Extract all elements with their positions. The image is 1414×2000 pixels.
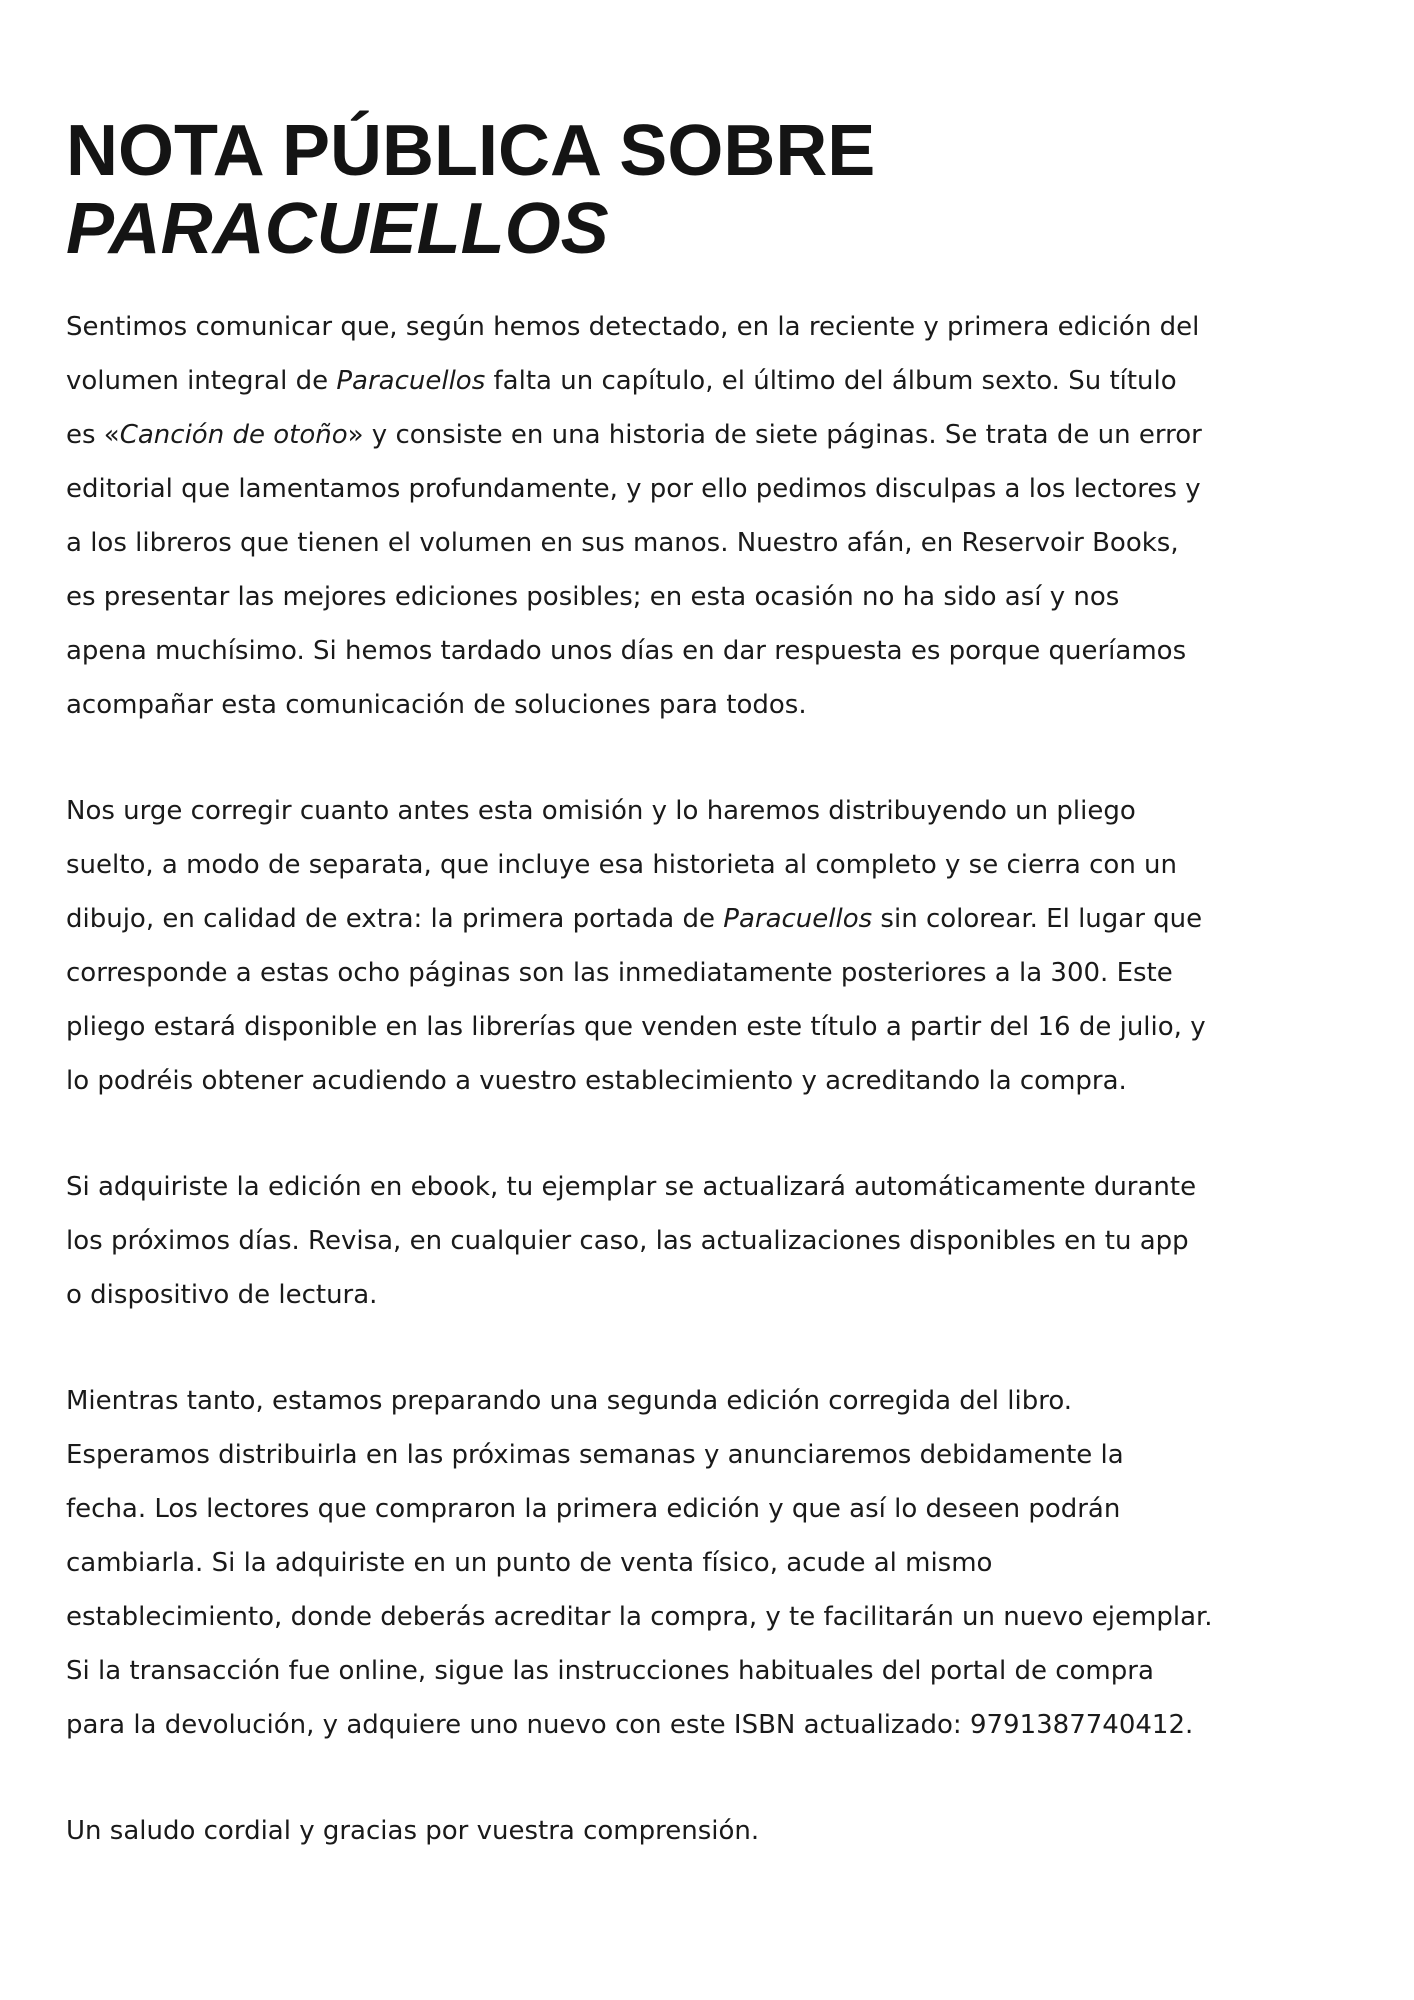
- italic-title: Paracuellos: [336, 366, 486, 396]
- text-segment: a los libreros que tienen el volumen en sus manos. Nuestro afán, en Reservoir Books,: [66, 528, 1179, 558]
- text-line: [66, 516, 1256, 570]
- text-segment: Mientras tanto, estamos preparando una segunda edición corregida del libro.: [66, 1386, 1073, 1416]
- text-segment: dibujo, en calidad de extra: la primera portada de: [66, 904, 724, 934]
- text-segment: volumen integral de: [66, 366, 337, 396]
- text-line: [66, 570, 1256, 624]
- text-segment: es «: [66, 420, 120, 450]
- text-segment: sin colorear. El lugar que: [872, 904, 1203, 934]
- text-segment: editorial que lamentamos profundamente, y por ello pedimos disculpas a los lectores y: [66, 474, 1201, 504]
- text-line: [66, 1644, 1256, 1698]
- text-segment: fecha. Los lectores que compraron la primera edición y que así lo deseen podrán: [66, 1494, 1121, 1524]
- text-line: [66, 1374, 1256, 1428]
- text-line: [66, 946, 1256, 1000]
- document-page: [66, 112, 1256, 1858]
- text-line: [66, 300, 1256, 354]
- text-line: [66, 1428, 1256, 1482]
- text-segment: o dispositivo de lectura.: [66, 1280, 378, 1310]
- page-title: [66, 112, 1256, 268]
- title-line-1: NOTA PÚBLICA SOBRE: [66, 111, 876, 191]
- text-segment: acompañar esta comunicación de soluciones para todos.: [66, 690, 807, 720]
- text-line: [66, 1214, 1256, 1268]
- text-line: [66, 624, 1256, 678]
- text-line: [66, 1698, 1256, 1752]
- italic-title: Canción de otoño: [119, 420, 348, 450]
- text-line: [66, 1590, 1256, 1644]
- text-segment: pliego estará disponible en las librerías que venden este título a partir del 16 de julio, y: [66, 1012, 1206, 1042]
- text-segment: Sentimos comunicar que, según hemos detectado, en la reciente y primera edición del: [66, 312, 1200, 342]
- paragraph-3: [66, 1160, 1256, 1322]
- text-line: [66, 1804, 1256, 1858]
- text-line: [66, 1160, 1256, 1214]
- text-line: [66, 1000, 1256, 1054]
- italic-title: Paracuellos: [723, 904, 873, 934]
- text-line: [66, 1482, 1256, 1536]
- paragraph-5: [66, 1804, 1256, 1858]
- text-line: [66, 1054, 1256, 1108]
- text-segment: lo podréis obtener acudiendo a vuestro establecimiento y acreditando la compra.: [66, 1066, 1127, 1096]
- text-segment: establecimiento, donde deberás acreditar la compra, y te facilitarán un nuevo ejemplar.: [66, 1602, 1213, 1632]
- text-segment: los próximos días. Revisa, en cualquier caso, las actualizaciones disponibles en tu app: [66, 1226, 1189, 1256]
- paragraph-2: [66, 784, 1256, 1108]
- text-segment: Nos urge corregir cuanto antes esta omisión y lo haremos distribuyendo un pliego: [66, 796, 1136, 826]
- text-line: [66, 678, 1256, 732]
- text-segment: suelto, a modo de separata, que incluye esa historieta al completo y se cierra con un: [66, 850, 1178, 880]
- paragraph-4: [66, 1374, 1256, 1752]
- text-segment: para la devolución, y adquiere uno nuevo con este ISBN actualizado: 9791387740412.: [66, 1710, 1194, 1740]
- text-line: [66, 784, 1256, 838]
- text-line: [66, 838, 1256, 892]
- text-segment: Si la transacción fue online, sigue las instrucciones habituales del portal de compra: [66, 1656, 1154, 1686]
- text-line: [66, 354, 1256, 408]
- text-segment: apena muchísimo. Si hemos tardado unos días en dar respuesta es porque queríamos: [66, 636, 1187, 666]
- text-segment: Esperamos distribuirla en las próximas semanas y anunciaremos debidamente la: [66, 1440, 1124, 1470]
- text-segment: Un saludo cordial y gracias por vuestra comprensión.: [66, 1816, 760, 1846]
- title-line-2: PARACUELLOS: [66, 189, 609, 269]
- paragraph-1: [66, 300, 1256, 732]
- text-line: [66, 892, 1256, 946]
- text-segment: » y consiste en una historia de siete páginas. Se trata de un error: [347, 420, 1202, 450]
- body-text: [66, 300, 1256, 1858]
- text-line: [66, 462, 1256, 516]
- text-segment: falta un capítulo, el último del álbum sexto. Su título: [485, 366, 1177, 396]
- text-segment: cambiarla. Si la adquiriste en un punto de venta físico, acude al mismo: [66, 1548, 993, 1578]
- text-line: [66, 1268, 1256, 1322]
- text-segment: corresponde a estas ocho páginas son las inmediatamente posteriores a la 300. Este: [66, 958, 1173, 988]
- text-line: [66, 408, 1256, 462]
- text-line: [66, 1536, 1256, 1590]
- text-segment: es presentar las mejores ediciones posibles; en esta ocasión no ha sido así y nos: [66, 582, 1120, 612]
- text-segment: Si adquiriste la edición en ebook, tu ejemplar se actualizará automáticamente durante: [66, 1172, 1197, 1202]
